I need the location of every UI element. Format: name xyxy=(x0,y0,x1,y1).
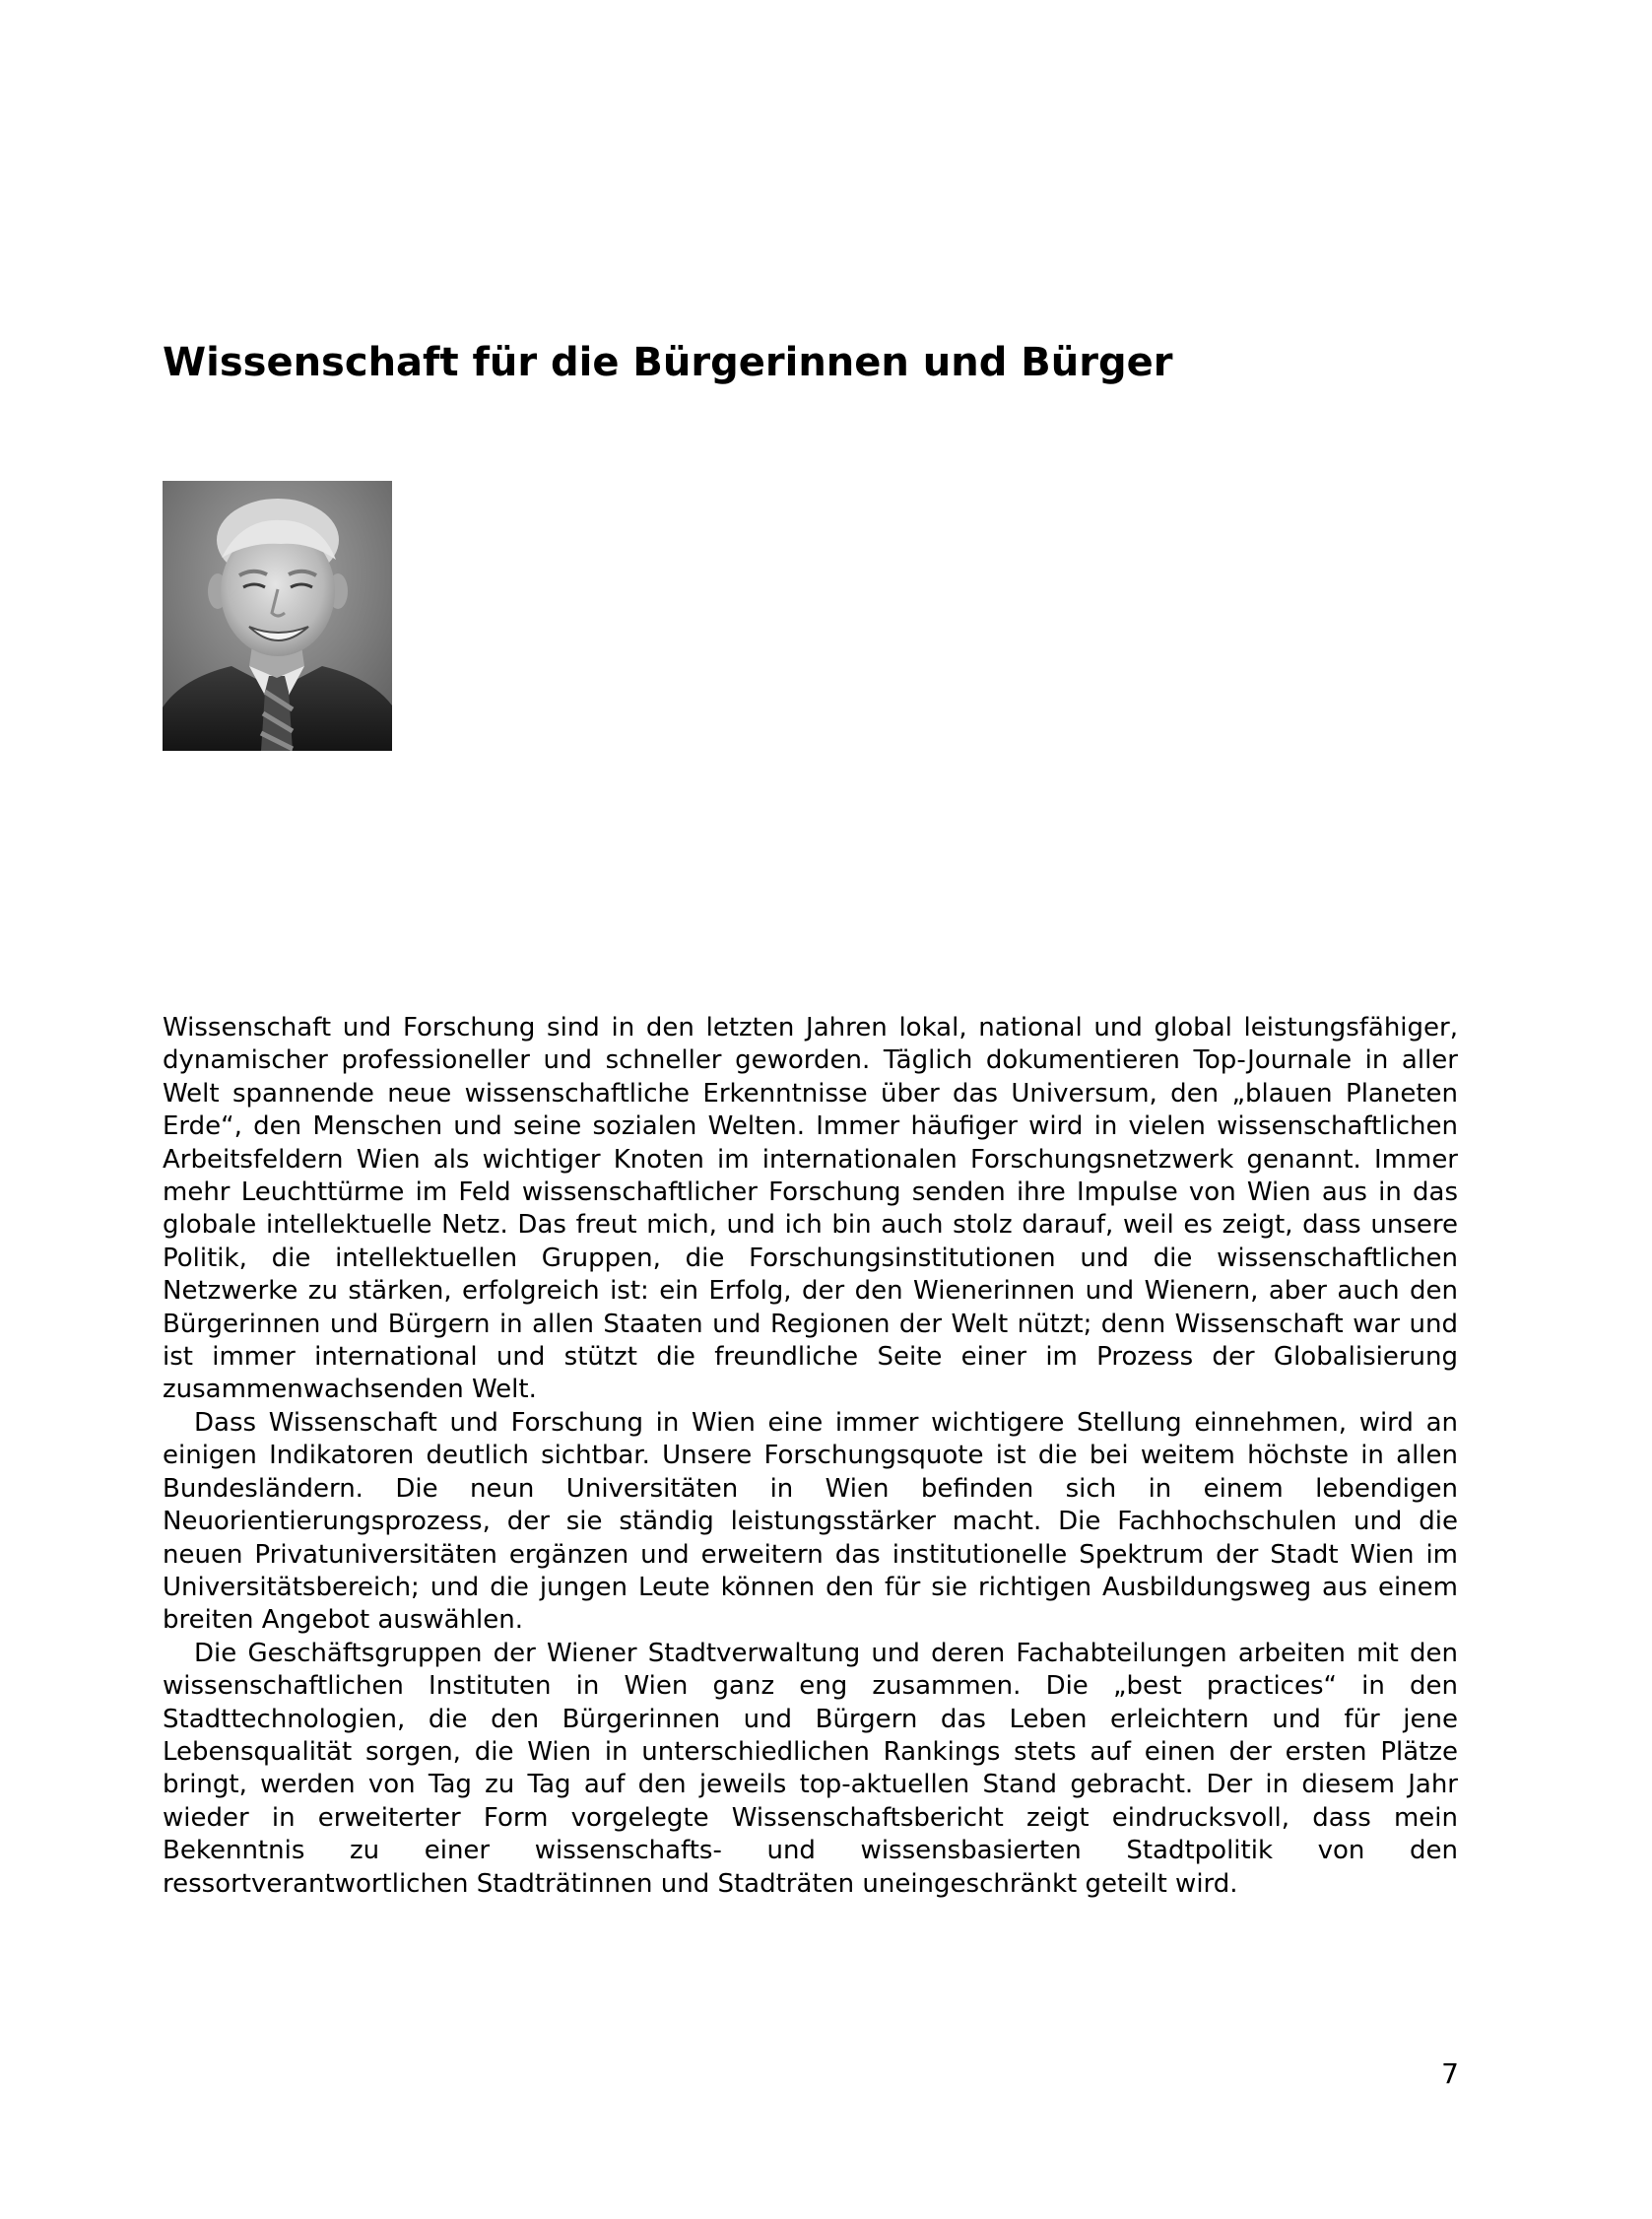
paragraph: Die Geschäftsgruppen der Wiener Stadtverwaltung und deren Fachabteilungen arbeiten mit den wissenschaftlichen Instituten in Wien ganz eng zusammen. Die „best practices“ in den Stadttechnologien, die den Bürgerinnen und Bürgern das Leben erleichtern und für jene Lebensqualität sorgen, die Wien in unterschiedlichen Rankings stets auf einen der ersten Plätze bringt, werden von Tag zu Tag auf den jeweils top-aktuellen Stand gebracht. Der in diesem Jahr wieder in erweiterter Form vorgelegte Wissenschaftsbericht zeigt eindrucksvoll, dass mein Bekenntnis zu einer wissenschafts- und wissensbasierten Stadtpolitik von den ressortverantwortlichen Stadträtinnen und Stadträten uneingeschränkt geteilt wird. xyxy=(163,1638,1458,1899)
paragraph: Wissenschaft und Forschung sind in den letzten Jahren lokal, national und global leistungsfähiger, dynamischer professioneller und schneller geworden. Täglich dokumentieren Top-Journale in aller Welt spannende neue wissenschaftliche Erkenntnisse über das Universum, den „blauen Planeten Erde“, den Menschen und seine sozialen Welten. Immer häufiger wird in vielen wissenschaftlichen Arbeitsfeldern Wien als wichtiger Knoten im internationalen Forschungsnetzwerk genannt. Immer mehr Leuchttürme im Feld wissenschaftlicher Forschung senden ihre Impulse von Wien aus in das globale intellektuelle Netz. Das freut mich, und ich bin auch stolz darauf, weil es zeigt, dass unsere Politik, die intellektuellen Gruppen, die Forschungsinstitutionen und die wissenschaftlichen Netzwerke zu stärken, erfolgreich ist: ein Erfolg, der den Wienerinnen und Wienern, aber auch den Bürgerinnen und Bürgern in allen Staaten und Regionen der Welt nützt; denn Wissenschaft war und ist immer international und stützt die freundliche Seite einer im Prozess der Globalisierung zusammenwachsenden Welt. xyxy=(163,1013,1458,1405)
page-number: 7 xyxy=(1441,2057,1459,2090)
paragraph: Dass Wissenschaft und Forschung in Wien eine immer wichtigere Stellung einnehmen, wird an einigen Indikatoren deutlich sichtbar. Unsere Forschungsquote ist die bei weitem höchste in allen Bundesländern. Die neun Universitäten in Wien befinden sich in einem lebendigen Neuorientierungsprozess, der sie ständig leistungsstärker macht. Die Fachhochschulen und die neuen Privatuniversitäten ergänzen und erweitern das institutionelle Spektrum der Stadt Wien im Universitätsbereich; und die jungen Leute können den für sie richtigen Ausbildungsweg aus einem breiten Angebot auswählen. xyxy=(163,1407,1458,1636)
body-text xyxy=(163,1012,1458,1901)
portrait-photo xyxy=(163,481,392,751)
page-title: Wissenschaft für die Bürgerinnen und Bürger xyxy=(163,340,1173,385)
